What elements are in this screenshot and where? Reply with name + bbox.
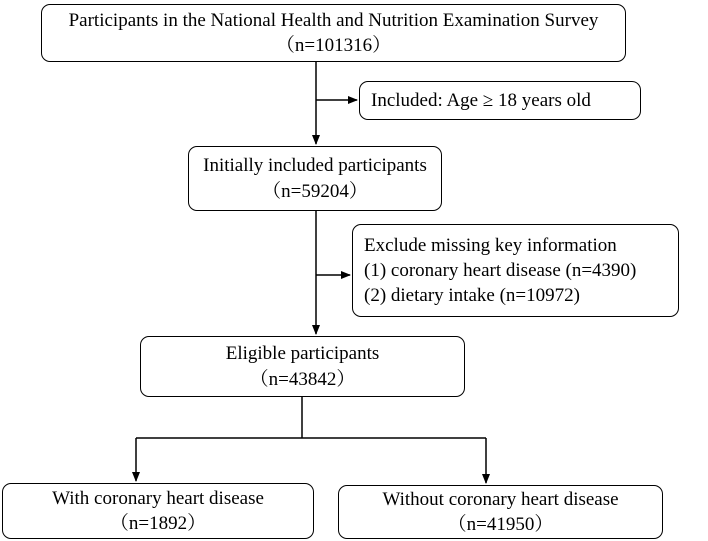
eligible-participants-count: （n=43842） xyxy=(249,368,356,390)
without-chd-title: Without coronary heart disease xyxy=(382,488,619,510)
total-participants-title: Participants in the National Health and Nutrition Examination Survey xyxy=(68,9,599,31)
exclusion-criteria-box xyxy=(352,224,679,317)
exclusion-item-dietary: (2) dietary intake (n=10972) xyxy=(364,285,580,307)
initial-participants-title: Initially included participants xyxy=(203,155,427,177)
eligible-participants-box xyxy=(140,336,465,397)
with-chd-count: （n=1892） xyxy=(109,513,207,534)
initial-participants-count: （n=59204） xyxy=(262,180,368,202)
with-chd-title: With coronary heart disease xyxy=(52,487,264,509)
initial-participants-box xyxy=(188,146,442,211)
inclusion-criteria-text: Included: Age ≥ 18 years old xyxy=(371,89,591,111)
without-chd-box xyxy=(338,485,663,539)
inclusion-criteria-box xyxy=(359,81,641,120)
exclusion-criteria-title: Exclude missing key information xyxy=(364,234,617,256)
total-participants-box xyxy=(41,4,626,62)
without-chd-count: （n=41950） xyxy=(447,514,554,535)
exclusion-item-chd: (1) coronary heart disease (n=4390) xyxy=(364,259,637,281)
total-participants-count: （n=101316） xyxy=(275,35,392,56)
eligible-participants-title: Eligible participants xyxy=(225,343,380,365)
with-chd-box xyxy=(2,483,314,539)
